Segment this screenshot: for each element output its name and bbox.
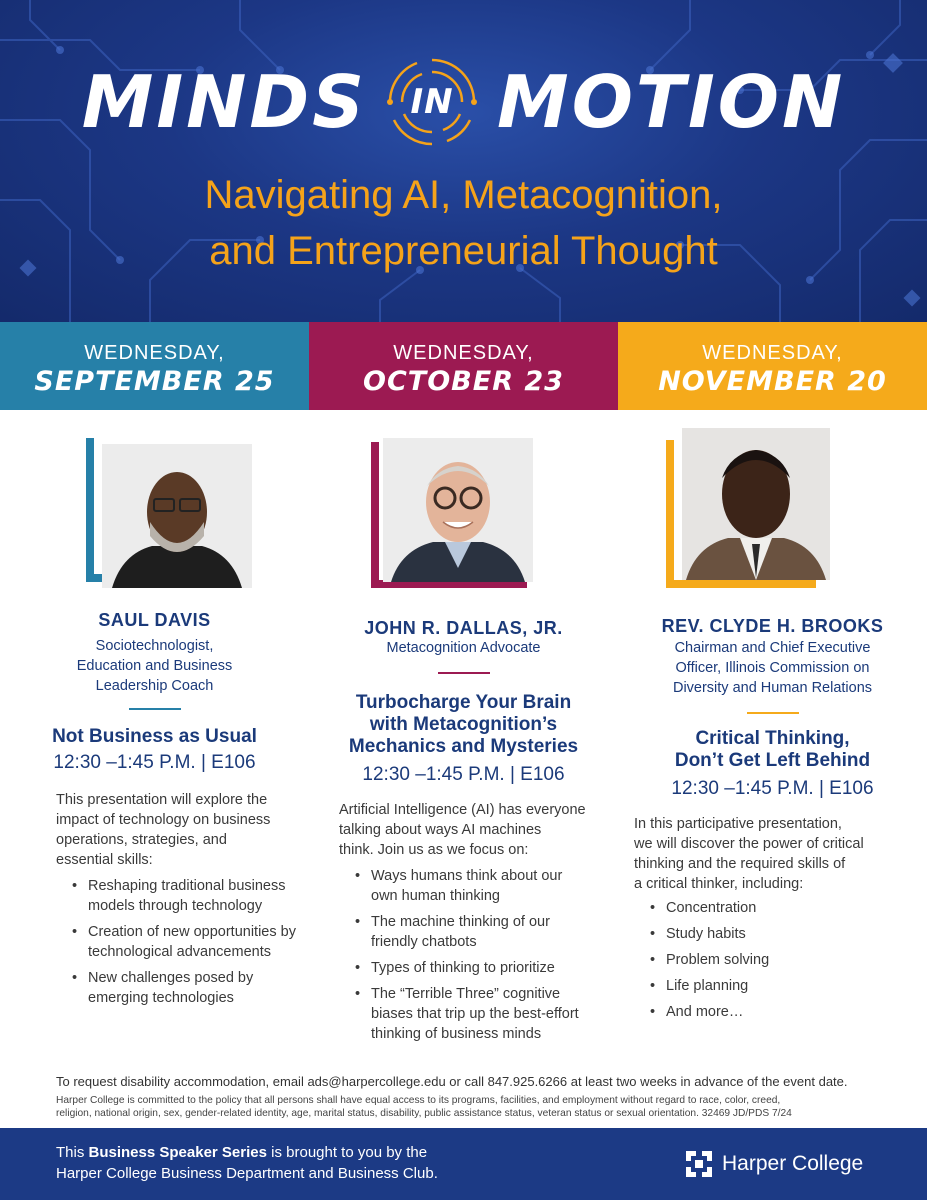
event-day: WEDNESDAY,: [393, 342, 534, 364]
equal-access-policy: [56, 1094, 896, 1120]
list-item: • Reshaping traditional business models through technology: [72, 876, 304, 916]
list-item: • Creation of new opportunities by technological advancements: [72, 922, 304, 962]
sponsor-text-line-2: Harper College Business Department and Business Club.: [56, 1165, 438, 1182]
policy-line: religion, national origin, sex, gender-related identity, age, marital status, disability, public assistance status, veteran status or sexual orientation. 32469 JD/PDS 7/24: [56, 1108, 792, 1119]
list-item: • Life planning: [650, 976, 910, 996]
policy-line: Harper College is committed to the policy that all persons shall have equal access to its programs, facilities, and employment without regard to race, color, creed,: [56, 1095, 781, 1106]
speaker-photo-frame: [86, 438, 246, 598]
divider-line: [438, 672, 490, 674]
list-item: • Ways humans think about our own human thinking: [355, 866, 613, 906]
divider-line: [747, 712, 799, 714]
header-banner: [0, 0, 927, 322]
description-line: talking about ways AI machines: [339, 822, 542, 838]
list-item: • The “Terrible Three” cognitive biases that trip up the best-effort thinking of business minds: [355, 984, 613, 1044]
talk-description: [56, 790, 296, 870]
topic-list: [72, 876, 304, 1008]
event-day: WEDNESDAY,: [84, 342, 225, 364]
title-in: IN: [410, 82, 454, 122]
talk-title-line: Mechanics and Mysteries: [348, 736, 579, 757]
list-item: • New challenges posed by emerging technologies: [72, 968, 304, 1008]
talk-time: 12:30 –1:45 P.M. | E106: [671, 778, 874, 799]
description-line: we will discover the power of critical: [634, 836, 864, 852]
description-line: a critical thinker, including:: [634, 876, 804, 892]
event-date: NOVEMBER 20: [658, 366, 887, 397]
speaker-role-line: Diversity and Human Relations: [672, 680, 873, 696]
speaker-photo-frame: [371, 442, 531, 602]
talk-time: 12:30 –1:45 P.M. | E106: [53, 752, 256, 773]
talk-title-line: Critical Thinking,: [695, 728, 850, 749]
speaker-role-line: Education and Business: [76, 658, 233, 674]
speaker-photo-john-dallas: [383, 438, 533, 582]
description-line: operations, strategies, and: [56, 832, 227, 848]
speaker-role-line: Officer, Illinois Commission on: [675, 660, 870, 676]
topic-list: [650, 898, 910, 1022]
title-in-badge: [377, 52, 487, 152]
date-band-october: [309, 322, 618, 410]
description-line: essential skills:: [56, 852, 153, 868]
accommodation-notice: To request disability accommodation, email ads@harpercollege.edu or call 847.925.6266 at least two weeks in advance of the event date.: [56, 1074, 848, 1089]
event-date: OCTOBER 23: [363, 366, 564, 397]
topic-list: [355, 866, 613, 1044]
talk-title-line: with Metacognition’s: [369, 714, 558, 735]
sponsor-text: [56, 1142, 438, 1184]
list-item: • The machine thinking of our friendly chatbots: [355, 912, 613, 952]
event-date: SEPTEMBER 25: [34, 366, 275, 397]
list-item: • Study habits: [650, 924, 910, 944]
sponsor-bar: [0, 1128, 927, 1200]
talk-time: 12:30 –1:45 P.M. | E106: [362, 764, 565, 785]
speaker-name: SAUL DAVIS: [98, 610, 211, 630]
date-band-september: [0, 322, 309, 410]
brand-name: Harper College: [722, 1152, 864, 1175]
sponsor-text-suffix: is brought to you by the: [266, 1144, 428, 1161]
harper-logo-icon: [686, 1151, 712, 1177]
speaker-photo-saul-davis: [102, 444, 252, 588]
description-line: impact of technology on business: [56, 812, 271, 828]
speaker-column-2: [309, 410, 618, 1070]
subtitle-line-2: and Entrepreneurial Thought: [209, 229, 718, 273]
harper-college-logo: [686, 1148, 863, 1180]
date-band-november: [618, 322, 927, 410]
talk-title-line: Turbocharge Your Brain: [355, 692, 572, 713]
description-line: thinking and the required skills of: [634, 856, 846, 872]
speaker-column-3: [618, 410, 927, 1070]
description-line: Artificial Intelligence (AI) has everyone: [339, 802, 586, 818]
divider-line: [129, 708, 181, 710]
speaker-photo-clyde-brooks: [682, 428, 830, 580]
talk-description: [634, 814, 919, 894]
speaker-role-line: Sociotechnologist,: [95, 638, 214, 654]
speaker-role-line: Chairman and Chief Executive: [674, 640, 871, 656]
speaker-photo-frame: [666, 428, 826, 588]
sponsor-text-prefix: This: [56, 1144, 89, 1161]
speaker-role-line: Metacognition Advocate: [386, 640, 541, 656]
speaker-name: JOHN R. DALLAS, JR.: [364, 618, 563, 638]
title-minds: MINDS: [81, 60, 368, 144]
talk-title-line: Don’t Get Left Behind: [674, 750, 871, 771]
series-name: Business Speaker Series: [88, 1144, 267, 1161]
speaker-role-line: Leadership Coach: [95, 678, 214, 694]
description-line: This presentation will explore the: [56, 792, 268, 808]
title-motion: MOTION: [497, 60, 846, 144]
subtitle-line-1: Navigating AI, Metacognition,: [204, 173, 723, 217]
talk-description: [339, 800, 614, 860]
description-line: In this participative presentation,: [634, 816, 842, 832]
speaker-column-1: [0, 410, 309, 1070]
list-item: • Concentration: [650, 898, 910, 918]
talk-title: Not Business as Usual: [52, 726, 257, 747]
list-item: • Problem solving: [650, 950, 910, 970]
description-line: think. Join us as we focus on:: [339, 842, 529, 858]
speaker-name: REV. CLYDE H. BROOKS: [661, 616, 884, 636]
event-day: WEDNESDAY,: [702, 342, 843, 364]
list-item: • And more…: [650, 1002, 910, 1022]
event-title: [0, 52, 927, 152]
list-item: • Types of thinking to prioritize: [355, 958, 613, 978]
